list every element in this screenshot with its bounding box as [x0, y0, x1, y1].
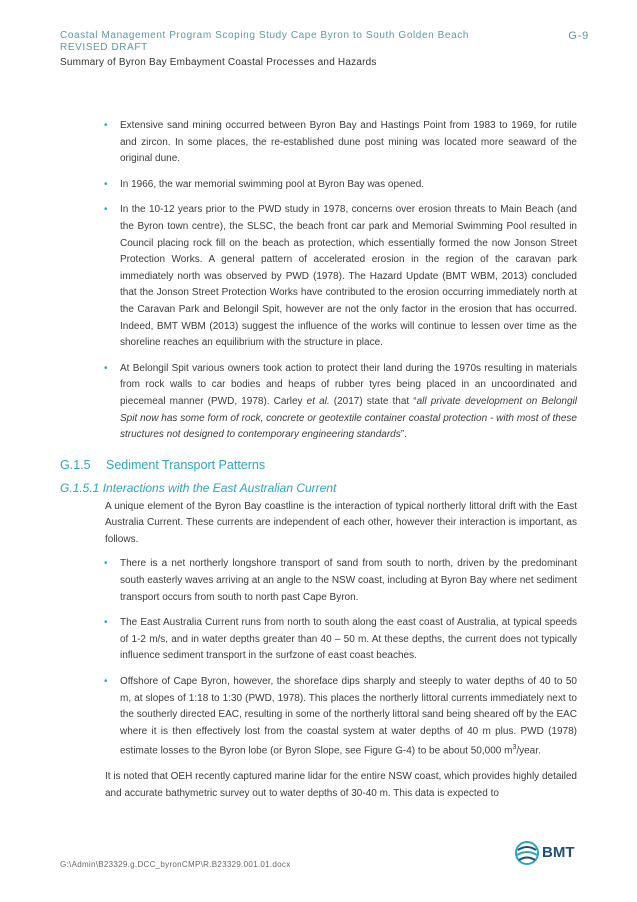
bmt-logo: [514, 838, 586, 868]
section-heading: [60, 456, 637, 474]
belongil-text-prefix: At Belongil Spit various owners took action to protect their land during the 1970s resulting in materials from rock walls to car bodies and heaps of rubber tyres being placed in an uncoordinated and piecemeal manner (PWD, 1978). Carley: [120, 362, 577, 407]
list-item: • Extensive sand mining occurred between Byron Bay and Hastings Point from 1983 to 1969, for rutile and zircon. In some places, the re-established dune post mining was located more seaward of the original dune.: [0, 118, 637, 168]
offshore-text: Offshore of Cape Byron, however, the shoreface dips sharply and steeply to water depths of 40 to 50 m, at slopes of 1:18 to 1:30 (PWD, 1978). This places the northerly littoral currents immediately next to the southerly directed EAC, resulting in some of the northerly littoral sand being sheared off by the EAC where it is then effectively lost from the coastal system at water depths of 40 m plus. PWD (1978) estimate losses to the Byron lobe (or Byron Slope, see Figure G-4) to be about 50,000 m: [120, 676, 577, 757]
page-header: [60, 30, 590, 69]
section-number: G.1.5: [60, 457, 91, 472]
logo-text: BMT: [542, 844, 575, 861]
document-title: Coastal Management Program Scoping Study Cape Byron to South Golden Beach: [60, 30, 470, 41]
subsection-heading: G.1.5.1 Interactions with the East Australian Current: [60, 480, 337, 495]
document-subtitle: Summary of Byron Bay Embayment Coastal Processes and Hazards: [60, 57, 377, 68]
current-bullet-list: [0, 556, 637, 760]
belongil-text-middle: (2017) state that “: [329, 395, 417, 407]
offshore-tail: /year.: [516, 745, 541, 757]
belongil-text-suffix: ”.: [400, 429, 407, 441]
intro-paragraph: A unique element of the Byron Bay coastline is the interaction of typical northerly littoral drift with the East Australia Current. These currents are independent of each other, however their interaction is important, as follows.: [105, 500, 577, 545]
list-item: • In 1966, the war memorial swimming pool at Byron Bay was opened.: [0, 177, 637, 194]
belongil-quote: all private development on Belongil Spit now has some form of rock, concrete or geotextile container coastal protection - with most of these structures not designed to contemporary engineering standards: [120, 395, 577, 441]
section-title: Sediment Transport Patterns: [106, 457, 266, 472]
superscript: 3: [512, 744, 517, 752]
list-item-offshore: [0, 674, 637, 760]
history-bullet-list: [0, 118, 637, 444]
list-item: • The East Australia Current runs from north to south along the east coast of Australia, at typical speeds of 1-2 m/s, and in water depths greater than 40 – 50 m. At these depths, the current does not typically influence sediment transport in the surfzone of east coast beaches.: [0, 615, 637, 665]
bmt-globe-icon: [514, 840, 540, 866]
closing-paragraph: It is noted that OEH recently captured marine lidar for the entire NSW coast, which provides highly detailed and accurate bathymetric survey out to water depths of 30-40 m. This data is expected to: [105, 771, 577, 799]
page-number: G-9: [568, 30, 589, 42]
draft-label: REVISED DRAFT: [60, 42, 148, 53]
et-al: et al.: [306, 395, 330, 407]
list-item-belongil: [0, 361, 637, 444]
footer-file-path: G:\Admin\B23329.g.DCC_byronCMP\R.B23329.001.01.docx: [60, 860, 291, 869]
list-item: • There is a net northerly longshore transport of sand from south to north, driven by the predominant south easterly waves arriving at an angle to the NSW coast, including at Byron Bay where net sediment transport occurs from south to north past Cape Byron.: [0, 556, 637, 606]
page-body: [0, 118, 637, 811]
list-item: • In the 10-12 years prior to the PWD study in 1978, concerns over erosion threats to Main Beach (and the Byron town centre), the SLSC, the beach front car park and Memorial Swimming Pool resulted in Council placing rock fill on the beach as protection, which essentially formed the now Jonson Street Protection Works. A general pattern of accelerated erosion in the region of the caravan park immediately north was observed by PWD (1978). The Hazard Update (BMT WBM, 2013) concluded that the Jonson Street Protection Works have contributed to the erosion occurring immediately north at the Caravan Park and Belongil Spit, however are not the only factor in the erosion that has occurred. Indeed, BMT WBM (2013) suggest the influence of the works will continue to lessen over time as the shoreline reaches an equilibrium with the structure in place.: [0, 202, 637, 351]
